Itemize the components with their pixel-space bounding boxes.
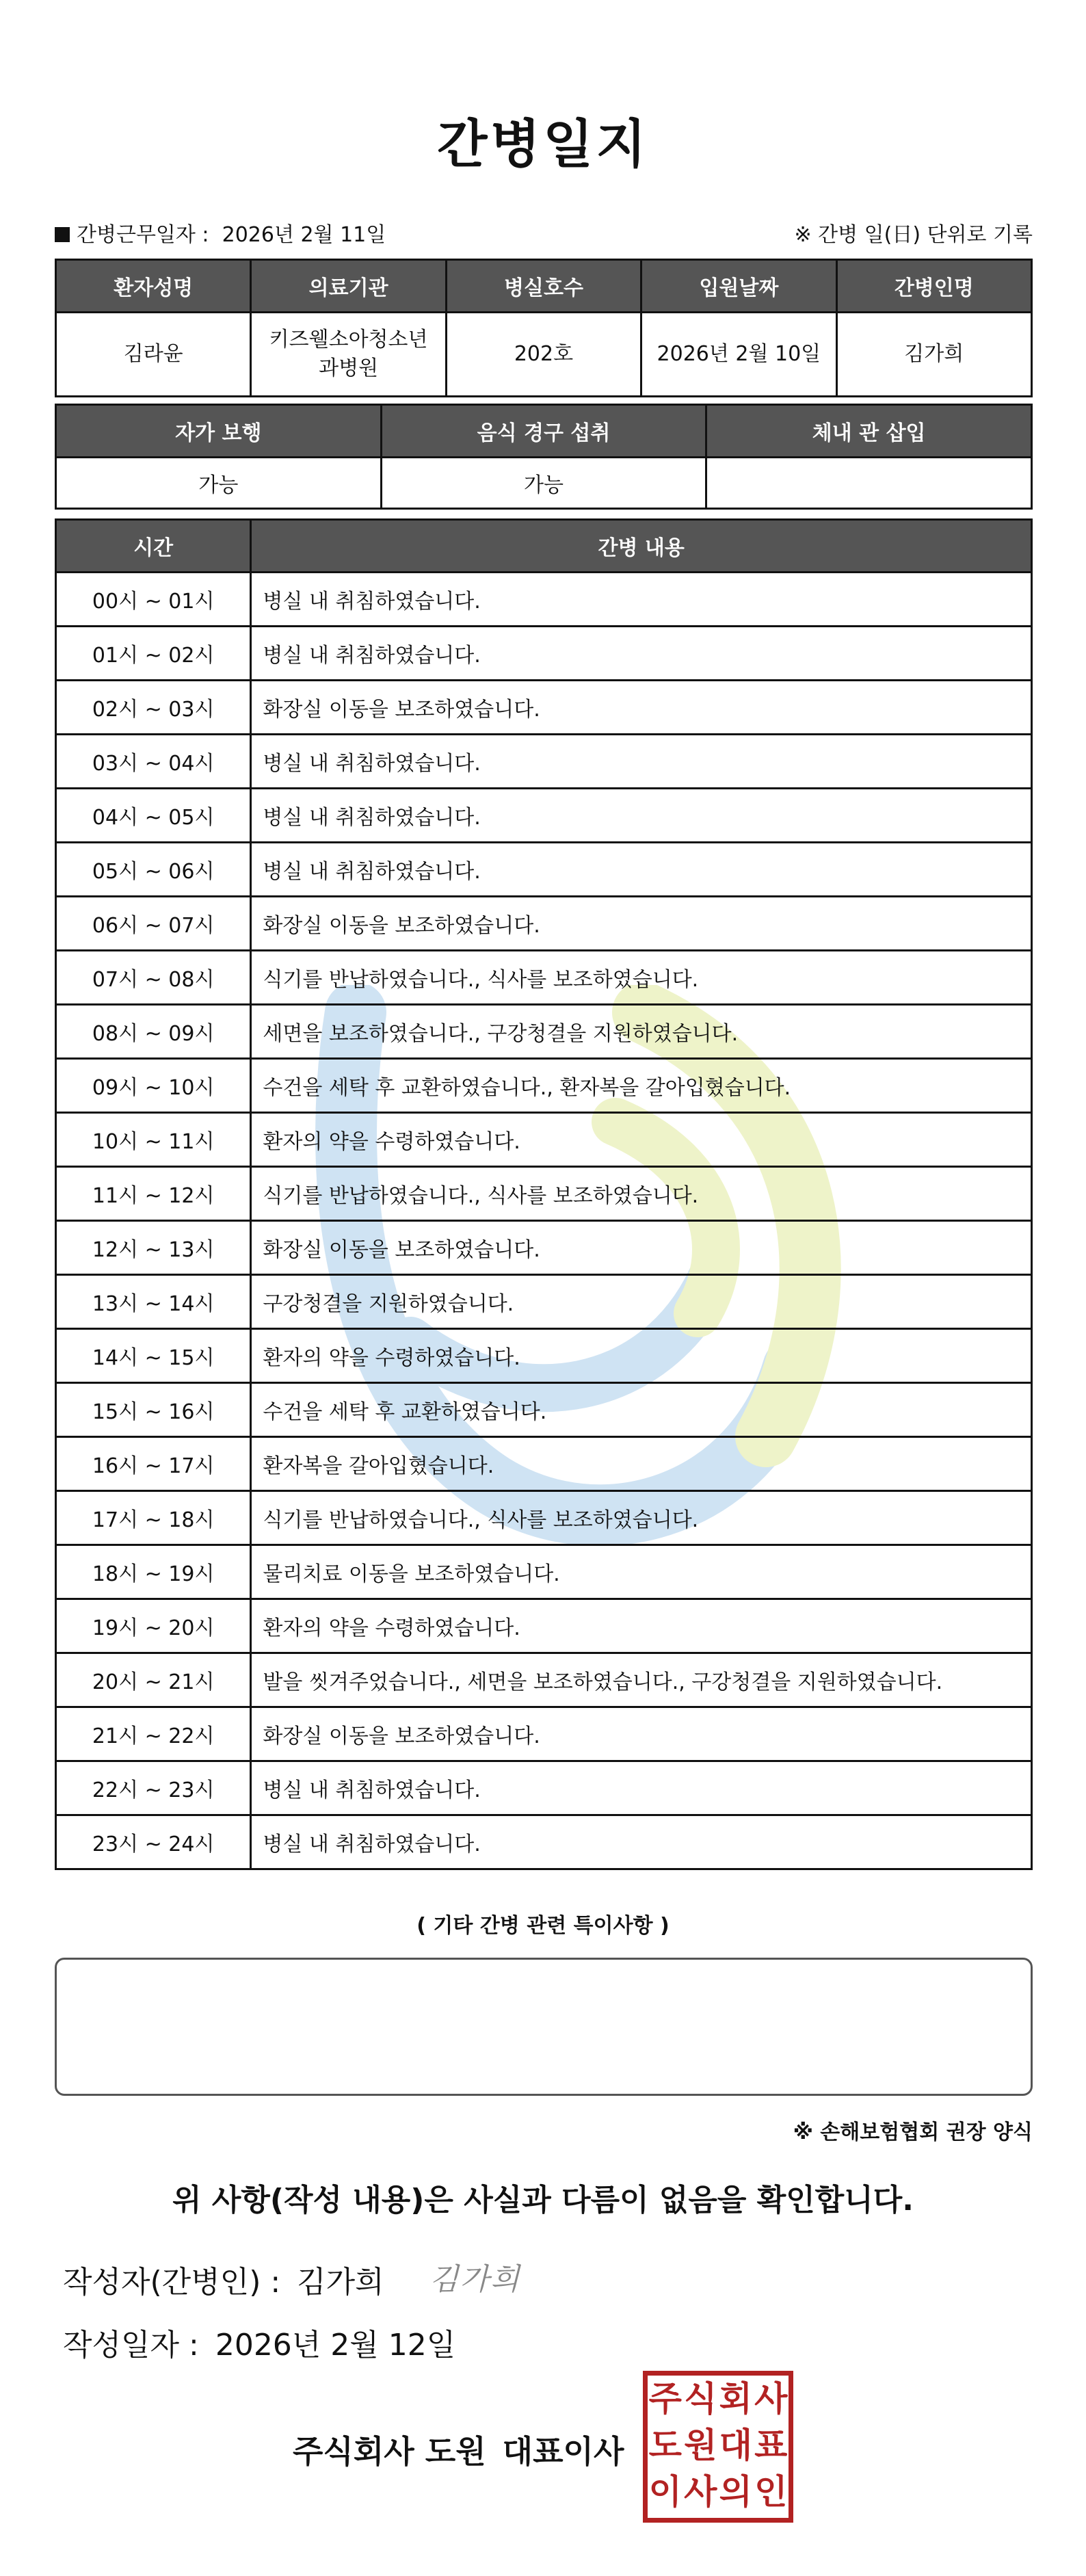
log-content: 물리치료 이동을 보조하였습니다.	[251, 1545, 1032, 1599]
recommended-form-note: ※ 손해보험협회 권장 양식	[793, 2120, 1033, 2144]
log-time: 06시 ~ 07시	[56, 897, 251, 951]
table-row	[56, 1653, 1032, 1707]
seal-char: 도	[648, 2425, 682, 2465]
header-tube-insertion: 체내 관 삽입	[706, 405, 1032, 458]
log-time: 11시 ~ 12시	[56, 1167, 251, 1221]
representative-title: 대표이사	[502, 2433, 624, 2470]
log-time: 04시 ~ 05시	[56, 789, 251, 843]
log-time: 08시 ~ 09시	[56, 1005, 251, 1059]
table-row	[56, 1275, 1032, 1329]
table-row	[56, 627, 1032, 681]
log-content: 병실 내 취침하였습니다.	[251, 735, 1032, 789]
header-caregiver-name: 간병인명	[836, 260, 1031, 313]
log-time: 15시 ~ 16시	[56, 1383, 251, 1437]
writer-line	[63, 2257, 384, 2301]
seal-char: 대	[719, 2425, 752, 2465]
table-row	[56, 1707, 1032, 1761]
table-row	[56, 1491, 1032, 1545]
table-row	[56, 789, 1032, 843]
log-time: 19시 ~ 20시	[56, 1599, 251, 1653]
special-notes-box	[55, 1958, 1033, 2096]
log-time: 12시 ~ 13시	[56, 1221, 251, 1275]
seal-char: 이	[648, 2471, 682, 2512]
room-number: 202호	[446, 313, 641, 397]
table-row	[56, 1599, 1032, 1653]
log-time: 02시 ~ 03시	[56, 681, 251, 735]
table-row	[56, 1815, 1032, 1869]
log-content: 수건을 세탁 후 교환하였습니다.	[251, 1383, 1032, 1437]
header-hospital: 의료기관	[251, 260, 446, 313]
log-content: 환자복을 갈아입혔습니다.	[251, 1437, 1032, 1491]
seal-char: 사	[754, 2378, 788, 2419]
seal-char: 주	[648, 2378, 682, 2419]
log-content: 식기를 반납하였습니다., 식사를 보조하였습니다.	[251, 1491, 1032, 1545]
writer-label: 작성자(간병인) :	[63, 2265, 281, 2300]
table-row	[56, 1059, 1032, 1113]
patient-name: 김라윤	[56, 313, 251, 397]
log-content: 식기를 반납하였습니다., 식사를 보조하였습니다.	[251, 951, 1032, 1005]
care-log-table	[55, 518, 1033, 1870]
log-time: 10시 ~ 11시	[56, 1113, 251, 1167]
log-time: 22시 ~ 23시	[56, 1761, 251, 1815]
work-date-label: 간병근무일자 :	[77, 223, 209, 247]
notes-title: ( 기타 간병 관련 특이사항 )	[416, 1914, 670, 1938]
self-walking-value: 가능	[56, 458, 382, 509]
meta-row	[55, 218, 1033, 245]
hospital-name: 키즈웰소아청소년 과병원	[251, 313, 446, 397]
log-content: 수건을 세탁 후 교환하였습니다., 환자복을 갈아입혔습니다.	[251, 1059, 1032, 1113]
log-time: 21시 ~ 22시	[56, 1707, 251, 1761]
header-time: 시간	[56, 520, 251, 573]
log-time: 16시 ~ 17시	[56, 1437, 251, 1491]
unit-note: ※ 간병 일(日) 단위로 기록	[794, 223, 1033, 247]
log-time: 07시 ~ 08시	[56, 951, 251, 1005]
log-time: 18시 ~ 19시	[56, 1545, 251, 1599]
work-date-value: 2026년 2월 11일	[222, 223, 386, 247]
table-row	[56, 1221, 1032, 1275]
patient-info-table	[55, 259, 1033, 397]
log-time: 00시 ~ 01시	[56, 573, 251, 627]
log-content: 병실 내 취침하였습니다.	[251, 1761, 1032, 1815]
log-content: 구강청결을 지원하였습니다.	[251, 1275, 1032, 1329]
log-content: 병실 내 취침하였습니다.	[251, 1815, 1032, 1869]
log-content: 병실 내 취침하였습니다.	[251, 843, 1032, 897]
oral-intake-value: 가능	[381, 458, 706, 509]
table-row	[56, 843, 1032, 897]
header-room-number: 병실호수	[446, 260, 641, 313]
seal-char: 식	[684, 2378, 717, 2419]
log-content: 병실 내 취침하였습니다.	[251, 573, 1032, 627]
header-self-walking: 자가 보행	[56, 405, 382, 458]
log-content: 병실 내 취침하였습니다.	[251, 789, 1032, 843]
written-date-value: 2026년 2월 12일	[215, 2328, 456, 2363]
company-seal-stamp	[643, 2371, 793, 2523]
log-time: 17시 ~ 18시	[56, 1491, 251, 1545]
handwritten-signature: 김가희	[429, 2262, 521, 2297]
log-content: 병실 내 취침하였습니다.	[251, 627, 1032, 681]
table-row	[56, 735, 1032, 789]
table-row	[56, 681, 1032, 735]
writer-name: 김가희	[297, 2265, 384, 2300]
header-patient-name: 환자성명	[56, 260, 251, 313]
log-content: 화장실 이동을 보조하였습니다.	[251, 1707, 1032, 1761]
caregiver-name: 김가희	[836, 313, 1031, 397]
log-content: 식기를 반납하였습니다., 식사를 보조하였습니다.	[251, 1167, 1032, 1221]
log-time: 20시 ~ 21시	[56, 1653, 251, 1707]
written-date-label: 작성일자 :	[63, 2328, 199, 2363]
log-time: 14시 ~ 15시	[56, 1329, 251, 1383]
log-content: 세면을 보조하였습니다., 구강청결을 지원하였습니다.	[251, 1005, 1032, 1059]
company-line	[293, 2427, 624, 2472]
log-content: 화장실 이동을 보조하였습니다.	[251, 897, 1032, 951]
patient-condition-table	[55, 404, 1033, 510]
table-row	[56, 1383, 1032, 1437]
log-content: 화장실 이동을 보조하였습니다.	[251, 1221, 1032, 1275]
written-date-line	[63, 2320, 455, 2364]
header-oral-intake: 음식 경구 섭취	[381, 405, 706, 458]
log-time: 13시 ~ 14시	[56, 1275, 251, 1329]
seal-char: 사	[684, 2471, 717, 2512]
seal-char: 회	[719, 2378, 752, 2419]
log-time: 09시 ~ 10시	[56, 1059, 251, 1113]
seal-char: 표	[754, 2425, 788, 2465]
table-row	[56, 1167, 1032, 1221]
company-name: 주식회사 도원	[293, 2433, 486, 2470]
seal-char: 인	[754, 2471, 788, 2512]
admission-date: 2026년 2월 10일	[641, 313, 836, 397]
log-time: 01시 ~ 02시	[56, 627, 251, 681]
table-row	[56, 1437, 1032, 1491]
log-time: 23시 ~ 24시	[56, 1815, 251, 1869]
table-row	[56, 573, 1032, 627]
log-time: 05시 ~ 06시	[56, 843, 251, 897]
seal-char: 원	[684, 2425, 717, 2465]
square-bullet-icon	[55, 227, 70, 242]
table-row	[56, 1545, 1032, 1599]
table-row	[56, 951, 1032, 1005]
log-content: 발을 씻겨주었습니다., 세면을 보조하였습니다., 구강청결을 지원하였습니다.	[251, 1653, 1032, 1707]
header-admission-date: 입원날짜	[641, 260, 836, 313]
log-content: 화장실 이동을 보조하였습니다.	[251, 681, 1032, 735]
page-title: 간병일지	[437, 114, 649, 174]
log-content: 환자의 약을 수령하였습니다.	[251, 1113, 1032, 1167]
tube-insertion-value	[706, 458, 1032, 509]
table-row	[56, 1329, 1032, 1383]
log-time: 03시 ~ 04시	[56, 735, 251, 789]
seal-char: 의	[719, 2471, 752, 2512]
work-date	[55, 218, 386, 248]
log-content: 환자의 약을 수령하였습니다.	[251, 1599, 1032, 1653]
table-row	[56, 897, 1032, 951]
table-row	[56, 1761, 1032, 1815]
confirmation-statement: 위 사항(작성 내용)은 사실과 다름이 없음을 확인합니다.	[172, 2183, 914, 2218]
log-content: 환자의 약을 수령하였습니다.	[251, 1329, 1032, 1383]
table-row	[56, 1005, 1032, 1059]
care-log-body	[56, 573, 1032, 1869]
table-row	[56, 1113, 1032, 1167]
header-care-content: 간병 내용	[251, 520, 1032, 573]
